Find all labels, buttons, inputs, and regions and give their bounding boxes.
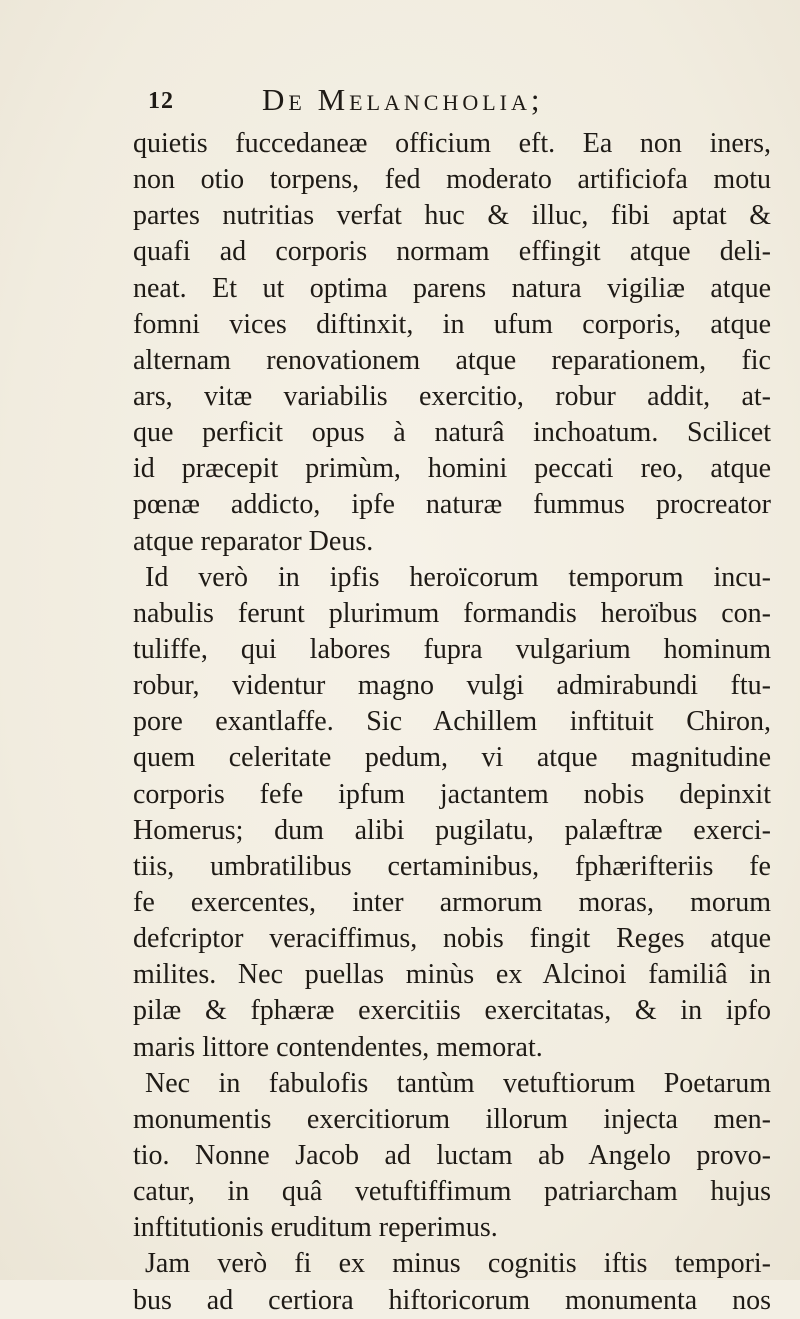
text-line: Id verò in ipfis heroïcorum temporum incu-	[145, 561, 771, 593]
text-line: Homerus; dum alibi pugilatu, palæftræ exerci-	[133, 814, 771, 846]
text-line: robur, videntur magno vulgi admirabundi ftu-	[133, 670, 771, 702]
page-number: 12	[148, 88, 174, 114]
text-line: ars, vitæ variabilis exercitio, robur addit, at-	[133, 380, 771, 412]
text-line: atque reparator Deus.	[133, 525, 374, 557]
text-line: non otio torpens, fed moderato artificiofa motu	[133, 164, 771, 196]
text-line: bus ad certiora hiftoricorum monumenta nos	[133, 1284, 771, 1316]
text-line: monumentis exercitiorum illorum injecta men-	[133, 1103, 771, 1135]
text-line: Nec in fabulofis tantùm vetuftiorum Poetarum	[145, 1067, 771, 1099]
text-line: pore exantlaffe. Sic Achillem inftituit Chiron,	[133, 706, 771, 738]
page-header	[148, 82, 768, 122]
text-line: pœnæ addicto, ipfe naturæ fummus procreator	[133, 489, 771, 521]
text-line: tio. Nonne Jacob ad luctam ab Angelo provo-	[133, 1139, 771, 1171]
text-line: Jam verò fi ex minus cognitis iftis tempori-	[145, 1248, 771, 1280]
text-line: pilæ & fphæræ exercitiis exercitatas, & in ipfo	[133, 995, 771, 1027]
text-line: inftitutionis eruditum reperimus.	[133, 1212, 498, 1244]
text-line: tiis, umbratilibus certaminibus, fphærifteriis fe	[133, 850, 771, 882]
text-line: neat. Et ut optima parens natura vigiliæ atque	[133, 272, 771, 304]
text-line: nabulis ferunt plurimum formandis heroïbus con-	[133, 597, 771, 629]
text-line: que perficit opus à naturâ inchoatum. Scilicet	[133, 417, 771, 449]
text-line: tuliffe, qui labores fupra vulgarium hominum	[133, 633, 771, 665]
text-line: quem celeritate pedum, vi atque magnitudine	[133, 742, 771, 774]
text-line: defcriptor veraciffimus, nobis fingit Reges atque	[133, 923, 771, 955]
text-line: maris littore contendentes, memorat.	[133, 1031, 543, 1063]
text-line: alternam renovationem atque reparationem, fic	[133, 344, 771, 376]
text-line: corporis fefe ipfum jactantem nobis depinxit	[133, 778, 771, 810]
body-text	[133, 126, 771, 1319]
text-line: id præcepit primùm, homini peccati reo, atque	[133, 453, 771, 485]
text-line: partes nutritias verfat huc & illuc, fibi aptat &	[133, 200, 771, 232]
text-line: catur, in quâ vetuftiffimum patriarcham hujus	[133, 1176, 771, 1208]
running-title: De Melancholia;	[262, 82, 544, 117]
text-line: quietis fuccedaneæ officium eft. Ea non iners,	[133, 128, 771, 159]
text-line: fe exercentes, inter armorum moras, morum	[133, 886, 771, 918]
text-line: milites. Nec puellas minùs ex Alcinoi familiâ in	[133, 959, 771, 991]
text-line: quafi ad corporis normam effingit atque deli-	[133, 236, 771, 268]
text-line: fomni vices diftinxit, in ufum corporis, atque	[133, 308, 771, 340]
